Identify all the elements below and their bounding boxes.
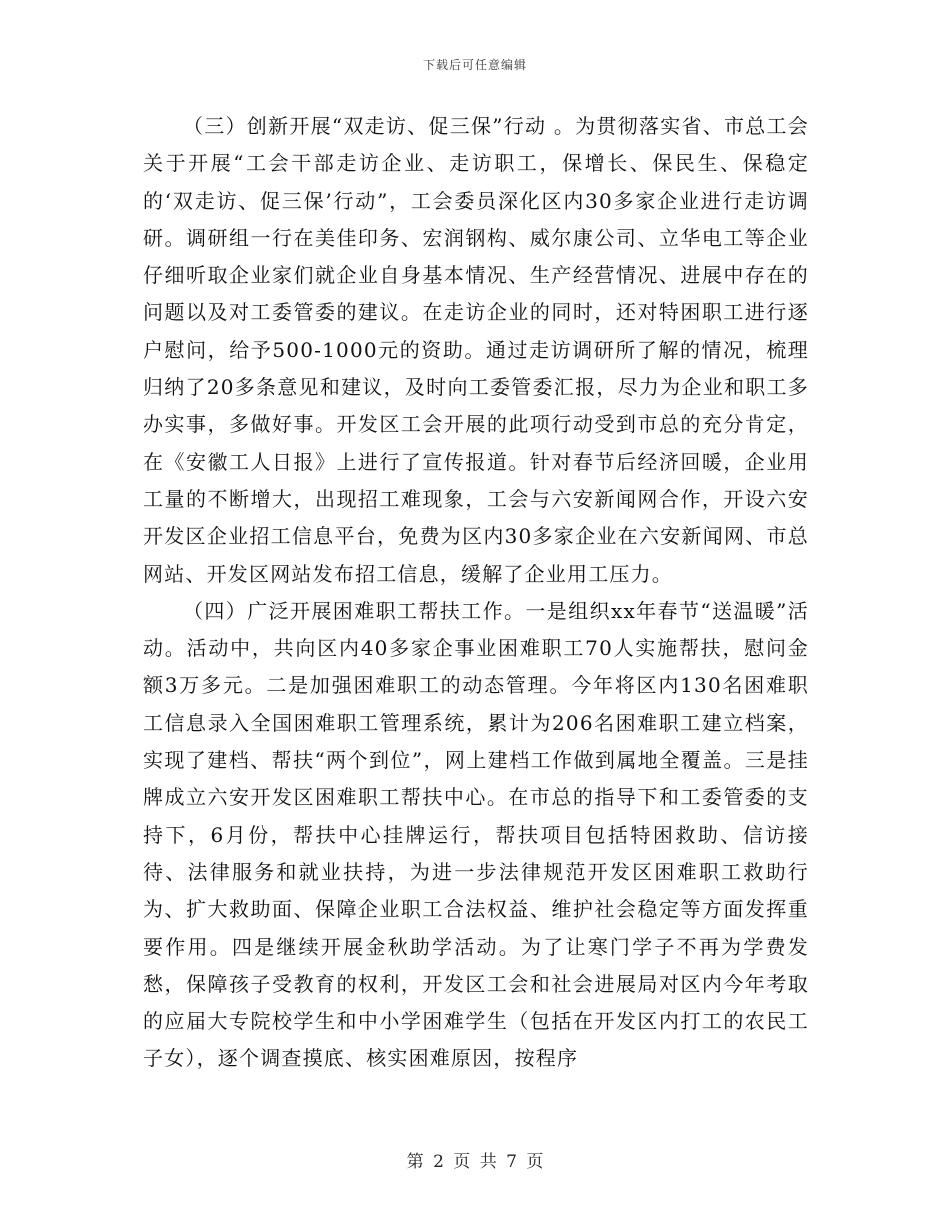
paragraph-section-3: （三）创新开展“双走访、促三保”行动 。为贯彻落实省、市总工会关于开展“工会干部走访企业、走访职工，保增长、保民生、保稳定的‘双走访、促三保’行动”，工会委员深化区内30多家企业进行走访调研。调研组一行在美佳印务、宏润钢构、威尔康公司、立华电工等企业仔细听取企业家们就企业自身基本情况、生产经营情况、进展中存在的问题以及对工委管委的建议。在走访企业的同时，还对特困职工进行逐户慰问，给予500-1000元的资助。通过走访调研所了解的情况，梳理归纳了20多条意见和建议，及时向工委管委汇报，尽力为企业和职工多办实事，多做好事。开发区工会开展的此项行动受到市总的充分肯定，在《安徽工人日报》上进行了宣传报道。针对春节后经济回暖，企业用工量的不断增大，出现招工难现象，工会与六安新闻网合作，开设六安开发区企业招工信息平台，免费为区内30多家企业在六安新闻网、市总网站、开发区网站发布招工信息，缓解了企业用工压力。 [143,114,809,586]
paragraph-section-4: （四）广泛开展困难职工帮扶工作。一是组织xx年春节“送温暖”活动。活动中，共向区内40多家企事业困难职工70人实施帮扶，慰问金额3万多元。二是加强困难职工的动态管理。今年将区内130名困难职工信息录入全国困难职工管理系统，累计为206名困难职工建立档案，实现了建档、帮扶“两个到位”，网上建档工作做到属地全覆盖。三是挂牌成立六安开发区困难职工帮扶中心。在市总的指导下和工委管委的支持下，6月份，帮扶中心挂牌运行，帮扶项目包括特困救助、信访接待、法律服务和就业扶持，为进一步法律规范开发区困难职工救助行为、扩大救助面、保障企业职工合法权益、维护社会稳定等方面发挥重要作用。四是继续开展金秋助学活动。为了让寒门学子不再为学费发愁，保障孩子受教育的权利，开发区工会和社会进展局对区内今年考取的应届大专院校学生和中小学困难学生（包括在开发区内打工的农民工子女），逐个调查摸底、核实困难原因，按程序 [143,598,809,1071]
document-body [143,108,809,1078]
header-note: 下载后可任意编辑 [422,58,527,72]
page-number: 第 2 页 共 7 页 [406,1152,544,1172]
